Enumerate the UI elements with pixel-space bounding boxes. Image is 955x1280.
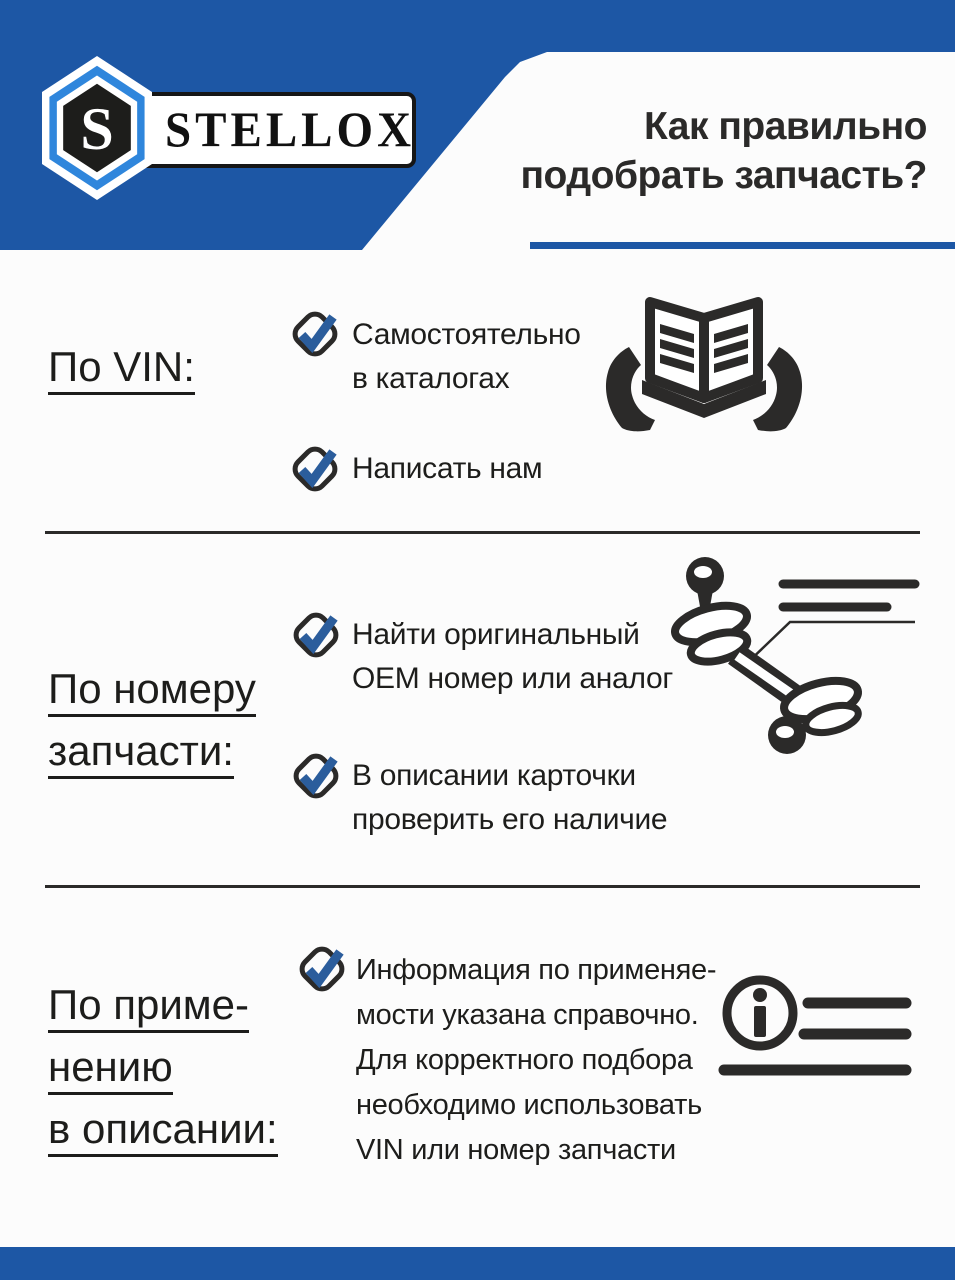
list-item-line: Самостоятельно [352, 318, 581, 351]
section-label-line: в описании: [48, 1108, 278, 1157]
section-label-part-number [48, 665, 256, 792]
page-title-line1: Как правильно [644, 105, 927, 148]
page-title [467, 102, 927, 200]
checkmark-icon [288, 607, 344, 663]
list-item-line: Найти оригинальный [352, 618, 640, 651]
section-label-line: запчасти: [48, 730, 234, 779]
list-item-line: мости указана справочно. [356, 999, 699, 1031]
list-item-line: Написать нам [352, 452, 543, 485]
section-label-vin [48, 343, 195, 408]
page-title-line2: подобрать запчасть? [520, 154, 927, 197]
section-divider [45, 531, 920, 534]
stellox-logo-text: STELLOX [164, 102, 416, 158]
spare-part-icon [635, 552, 920, 757]
catalog-book-icon [598, 292, 810, 432]
list-item-line: необходимо использовать [356, 1089, 702, 1121]
list-item-line: В описании карточки [352, 759, 636, 792]
footer-blue-band [0, 1247, 955, 1280]
section-label-line: По приме- [48, 984, 249, 1033]
section-divider [45, 885, 920, 888]
title-underline-bar [530, 242, 955, 249]
section-label-line: нению [48, 1046, 173, 1095]
list-item-line: VIN или номер запчасти [356, 1134, 676, 1166]
stellox-monogram: S [80, 96, 114, 162]
list-item [356, 948, 716, 1173]
list-item-line: Информация по применяе- [356, 954, 717, 986]
list-item-line: в каталогах [352, 362, 510, 395]
list-item-line: проверить его наличие [352, 803, 668, 836]
list-item-line: Для корректного подбора [356, 1044, 693, 1076]
checkmark-icon [287, 441, 343, 497]
list-item [352, 613, 673, 701]
checkmark-icon [288, 748, 344, 804]
list-item [352, 447, 542, 491]
list-item [352, 754, 667, 842]
list-item-line: OEM номер или аналог [352, 662, 674, 695]
section-label-line: По номеру [48, 668, 256, 717]
section-label-application [48, 981, 278, 1170]
stellox-hex-badge-icon [40, 54, 154, 202]
section-label-line: По VIN: [48, 346, 195, 395]
list-item [352, 313, 581, 401]
stellox-logo [128, 92, 416, 168]
info-icon [716, 966, 912, 1088]
checkmark-icon [287, 306, 343, 362]
checkmark-icon [294, 941, 350, 997]
